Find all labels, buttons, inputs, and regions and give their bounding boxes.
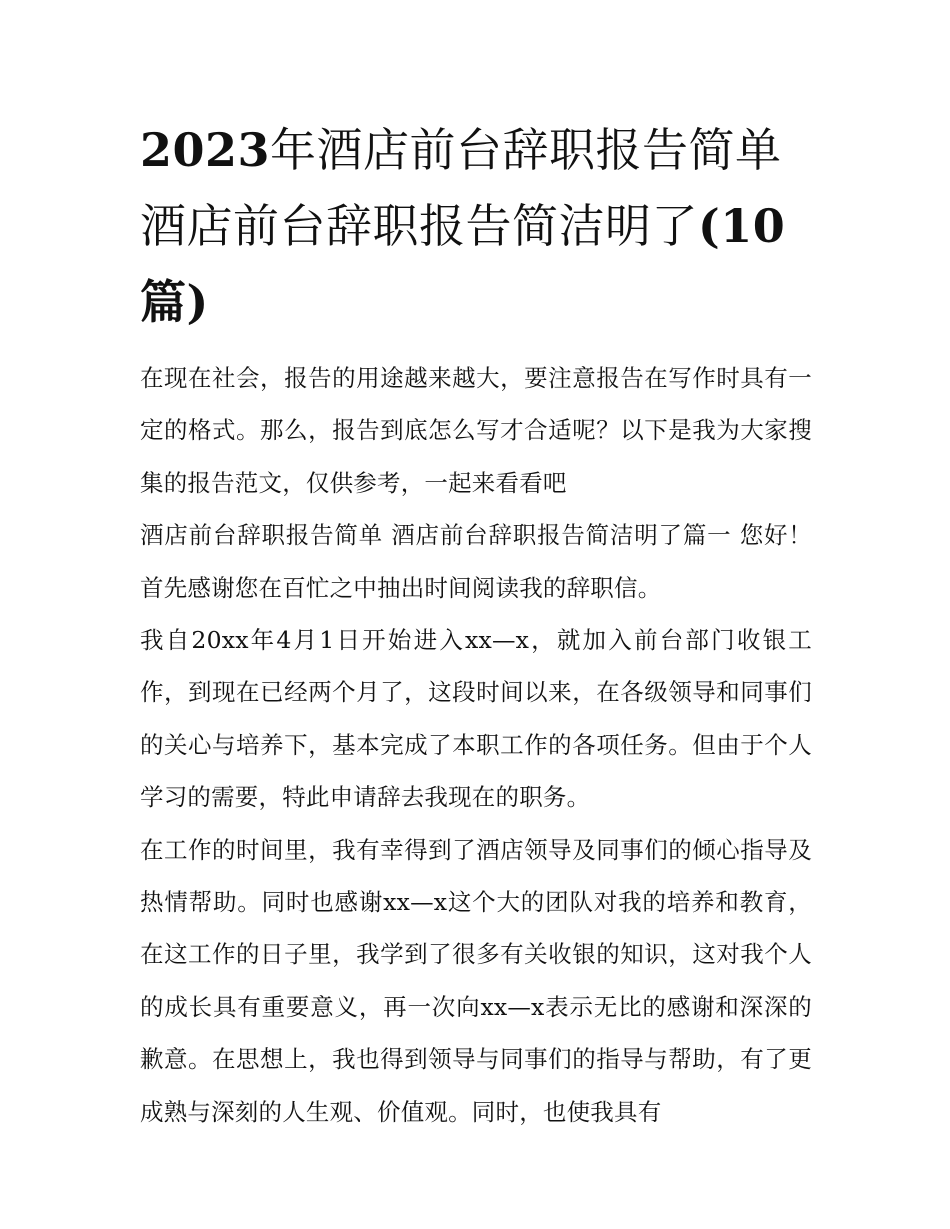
paragraph-greeting: 酒店前台辞职报告简单 酒店前台辞职报告简洁明了篇一 您好！首先感谢您在百忙之中抽出时间阅读我的辞职信。 xyxy=(140,521,812,602)
paragraph-background: 我自20xx年4月1日开始进入xx—x，就加入前台部门收银工作，到现在已经两个月了，这段时间以来，在各级领导和同事们的关心与培养下，基本完成了本职工作的各项任务。但由于个人学习的需要，特此申请辞去我现在的职务。 xyxy=(140,626,812,812)
title-main: 年酒店前台辞职报告简单酒店前台辞职报告简洁明了 xyxy=(140,123,782,253)
document-body xyxy=(140,352,812,1138)
title-count-end: 篇) xyxy=(140,275,209,329)
document-title xyxy=(140,112,812,340)
title-year: 2023 xyxy=(140,123,271,177)
paragraph-intro: 在现在社会，报告的用途越来越大，要注意报告在写作时具有一定的格式。那么，报告到底怎么写才合适呢？以下是我为大家搜集的报告范文，仅供参考，一起来看看吧 xyxy=(140,364,812,497)
document-content xyxy=(140,112,812,1138)
title-count: (10 xyxy=(698,199,786,253)
paragraph-gratitude: 在工作的时间里，我有幸得到了酒店领导及同事们的倾心指导及热情帮助。同时也感谢xx—x这个大的团队对我的培养和教育，在这工作的日子里，我学到了很多有关收银的知识，这对我个人的成长具有重要意义，再一次向xx—x表示无比的感谢和深深的歉意。在思想上，我也得到领导与同事们的指导与帮助，有了更成熟与深刻的人生观、价值观。同时，也使我具有 xyxy=(140,835,812,1126)
